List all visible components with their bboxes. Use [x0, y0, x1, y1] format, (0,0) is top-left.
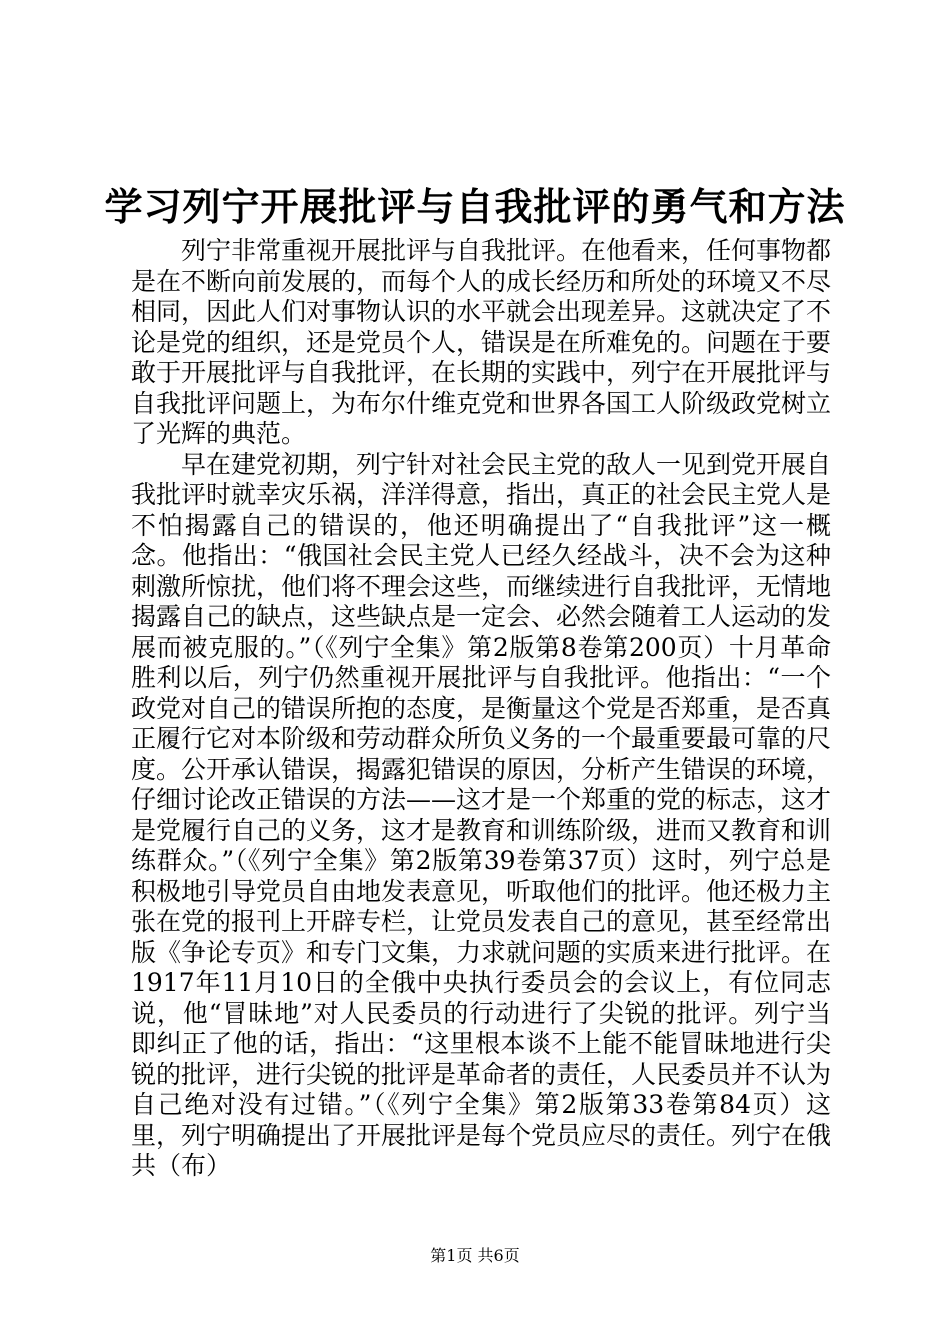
page-number-footer: 第1页 共6页 — [430, 1246, 520, 1265]
document-body — [131, 236, 831, 1182]
paragraph-2: 早在建党初期，列宁针对社会民主党的敌人一见到党开展自我批评时就幸灾乐祸，洋洋得意，指出，真正的社会民主党人是不怕揭露自己的错误的，他还明确提出了“自我批评”这一概念。他指出：“俄国社会民主党人已经久经战斗，决不会为这种刺激所惊扰，他们将不理会这些，而继续进行自我批评，无情地揭露自己的缺点，这些缺点是一定会、必然会随着工人运动的发展而被克服的。”（《列宁全集》第2版第8卷第200页）十月革命胜利以后，列宁仍然重视开展批评与自我批评。他指出：“一个政党对自己的错误所抱的态度，是衡量这个党是否郑重，是否真正履行它对本阶级和劳动群众所负义务的一个最重要最可靠的尺度。公开承认错误，揭露犯错误的原因，分析产生错误的环境，仔细讨论改正错误的方法——这才是一个郑重的党的标志，这才是党履行自己的义务，这才是教育和训练阶级，进而又教育和训练群众。”（《列宁全集》第2版第39卷第37页）这时，列宁总是积极地引导党员自由地发表意见，听取他们的批评。他还极力主张在党的报刊上开辟专栏，让党员发表自己的意见，甚至经常出版《争论专页》和专门文集，力求就问题的实质来进行批评。在1917年11月10日的全俄中央执行委员会的会议上，有位同志说，他“冒昧地”对人民委员的行动进行了尖锐的批评。列宁当即纠正了他的话，指出：“这里根本谈不上能不能冒昧地进行尖锐的批评，进行尖锐的批评是革命者的责任，人民委员并不认为自己绝对没有过错。”（《列宁全集》第2版第33卷第84页）这里，列宁明确提出了开展批评是每个党员应尽的责任。列宁在俄共（布） — [131, 449, 832, 1180]
document-title: 学习列宁开展批评与自我批评的勇气和方法 — [104, 184, 846, 229]
paragraph-1: 列宁非常重视开展批评与自我批评。在他看来，任何事物都是在不断向前发展的，而每个人的成长经历和所处的环境又不尽相同，因此人们对事物认识的水平就会出现差异。这就决定了不论是党的组织，还是党员个人，错误是在所难免的。问题在于要敢于开展批评与自我批评，在长期的实践中，列宁在开展批评与自我批评问题上，为布尔什维克党和世界各国工人阶级政党树立了光辉的典范。 — [131, 236, 832, 448]
